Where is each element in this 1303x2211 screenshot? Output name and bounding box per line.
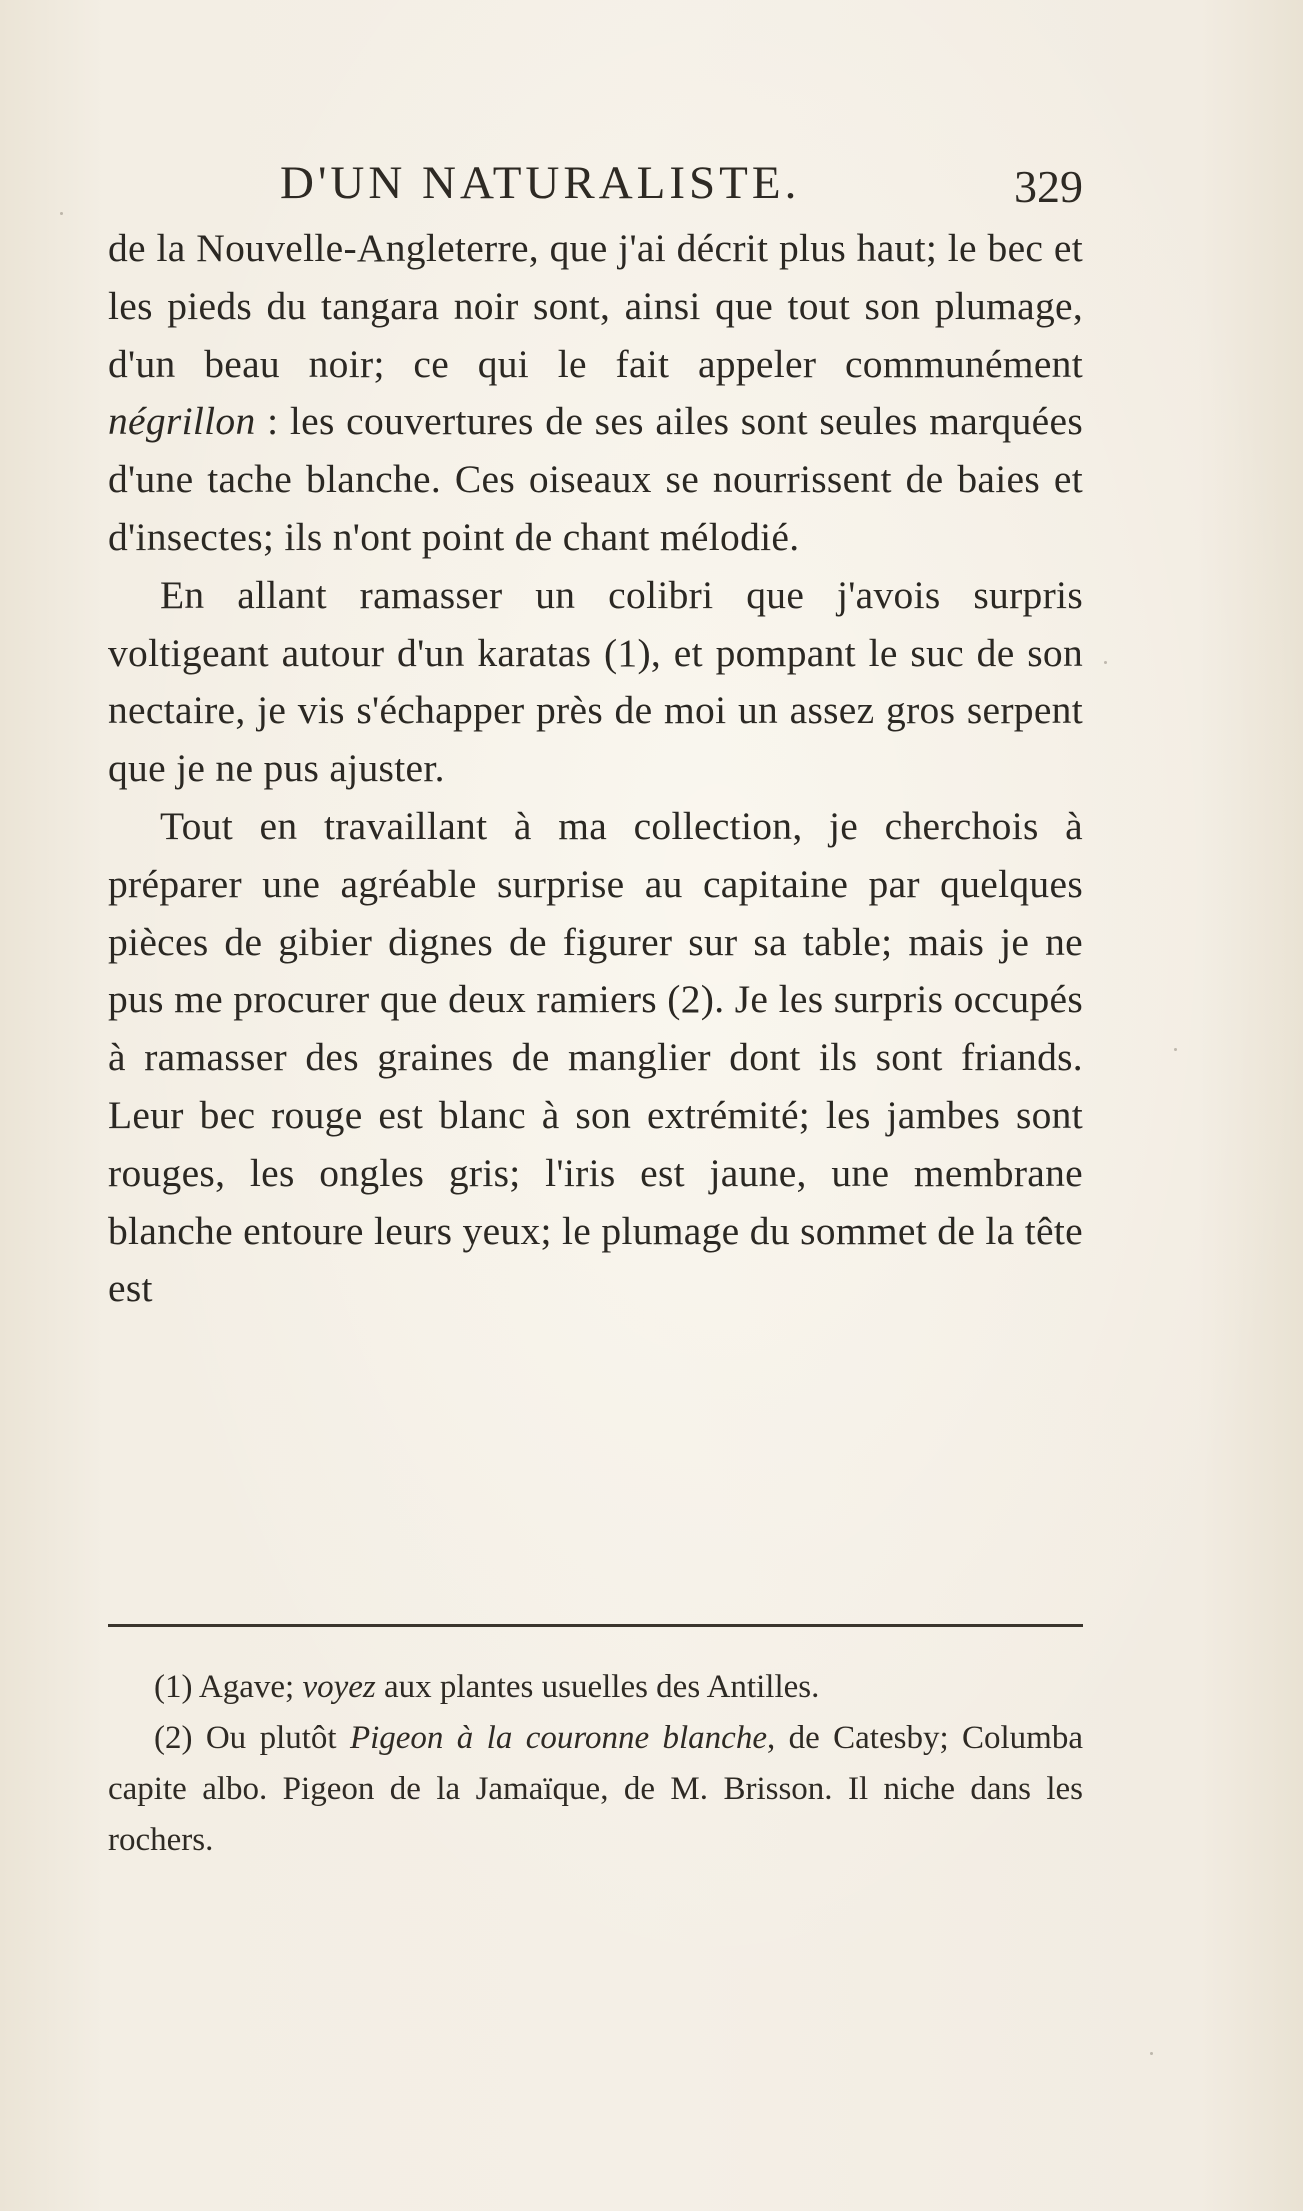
footnote-1-text-b: aux plantes usuelles des Antilles. xyxy=(375,1669,820,1705)
paragraph-2: En allant ramasser un colibri que j'avois surpris voltigeant autour d'un karatas (1), et pompant le suc de son nectaire, je vis s'échapper près de moi un assez gros serpent que je ne pus ajuster. xyxy=(108,572,1083,791)
footnote-2-text-a: (2) Ou plutôt xyxy=(154,1720,350,1756)
footnote-1-text-a: (1) Agave; xyxy=(154,1669,303,1705)
paragraph-3: Tout en travaillant à ma collection, je cherchois à préparer une agréable surprise au capitaine par quelques pièces de gibier dignes de figurer sur sa table; mais je ne pus me procurer que deux ramiers (2). Je les surpris occupés à ramasser des graines de manglier dont ils sont friands. Leur bec rouge est blanc à son extrémité; les jambes sont rouges, les ongles gris; l'iris est jaune, une membrane blanche entoure leurs yeux; le plumage du sommet de la tête est xyxy=(108,803,1083,1311)
paper-speck xyxy=(1150,2052,1153,2055)
paragraph-1-text-b: : les couvertures de ses ailes sont seules marquées d'une tache blanche. Ces oiseaux se nourrissent de baies et d'insectes; ils n'ont point de chant mélodié. xyxy=(108,399,1083,559)
footnote-2-italic: Pigeon à la couronne blanche xyxy=(349,1720,767,1756)
footnotes xyxy=(108,1662,1083,1866)
footnote-rule xyxy=(108,1624,1083,1627)
page-content xyxy=(108,150,1083,1858)
paragraph-1-text-a: de la Nouvelle-Angleterre, que j'ai décrit plus haut; le bec et les pieds du tangara noir sont, ainsi que tout son plumage, d'un beau noir; ce qui le fait appeler communément xyxy=(108,226,1083,386)
footnote-1-italic: voyez xyxy=(302,1669,376,1705)
paper-speck xyxy=(60,212,63,215)
footnote-1 xyxy=(108,1662,1083,1713)
running-head xyxy=(108,150,1083,220)
paper-speck xyxy=(1104,661,1107,664)
paper-speck xyxy=(1174,1048,1177,1051)
footnote-2-text-b: , de Catesby; Columba capite albo. Pigeon de la Jamaïque, de M. Brisson. Il niche dans les rochers. xyxy=(108,1720,1083,1858)
page-number: 329 xyxy=(1014,161,1083,212)
paragraph-1 xyxy=(108,220,1083,567)
body-text xyxy=(108,220,1083,1318)
footnote-2 xyxy=(108,1713,1083,1866)
running-title: D'UN NATURALISTE. xyxy=(280,157,801,209)
paragraph-1-italic: négrillon xyxy=(108,399,256,444)
